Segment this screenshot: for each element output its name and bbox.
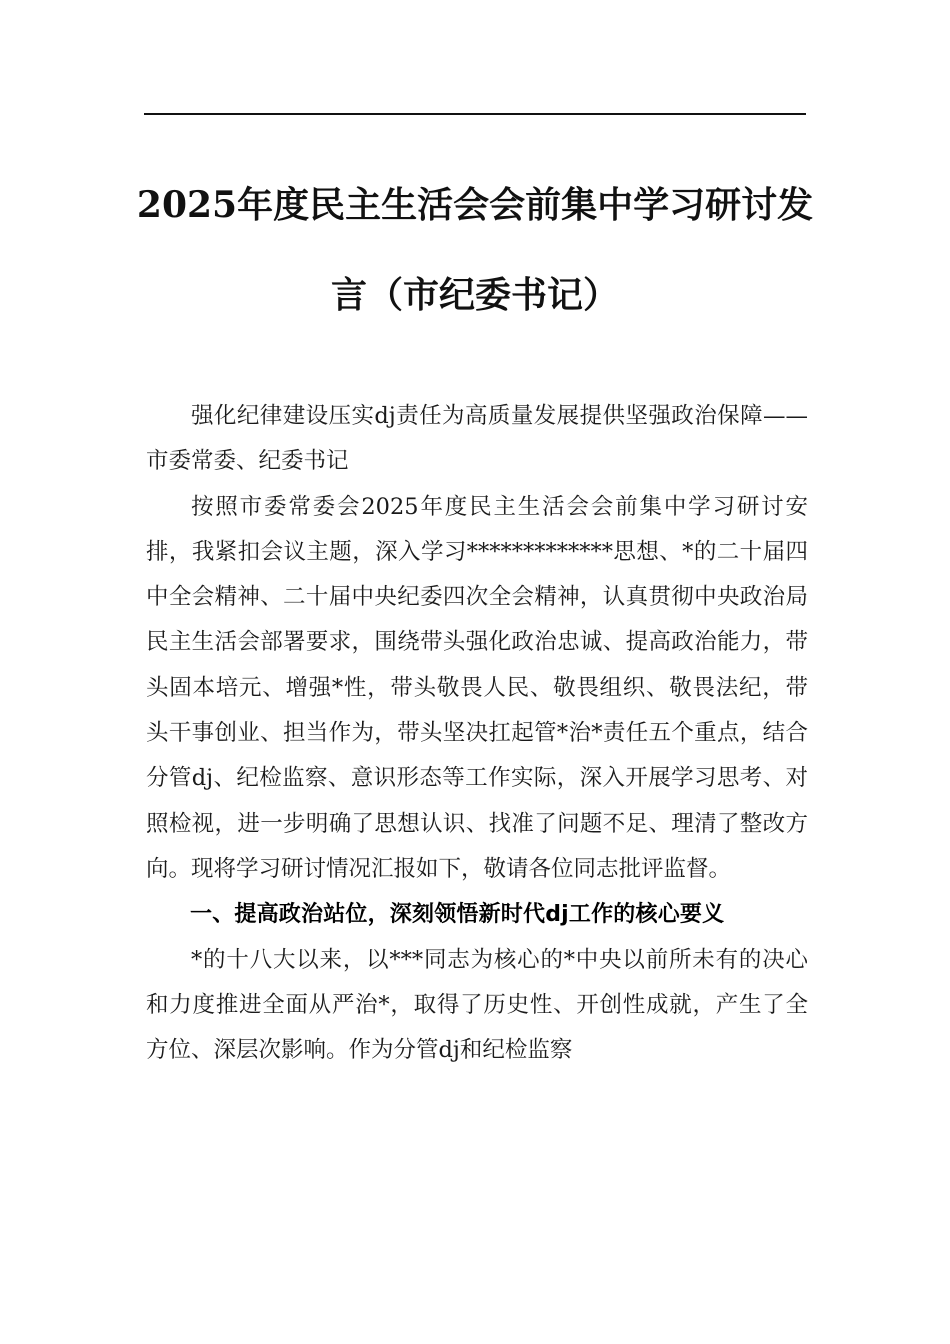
document-title: 2025年度民主生活会会前集中学习研讨发言（市纪委书记） bbox=[136, 184, 814, 316]
header-rule bbox=[144, 113, 806, 115]
subtitle-paragraph: 强化纪律建设压实dj责任为高质量发展提供坚强政治保障——市委常委、纪委书记 bbox=[146, 403, 808, 475]
intro-paragraph: 按照市委常委会2025年度民主生活会会前集中学习研讨安排，我紧扣会议主题，深入学习*************思想、*的二十届四中全会精神、二十届中央纪委四次全会精神，认真贯彻中央政治局民主生活会部署要求，围绕带头强化政治忠诚、提高政治能力，带头固本培元、增强*性，带头敬畏人民、敬畏组织、敬畏法纪，带头干事创业、担当作为，带头坚决扛起管*治*责任五个重点，结合分管dj、纪检监察、意识形态等工作实际，深入开展学习思考、对照检视，进一步明确了思想认识、找准了问题不足、理清了整改方向。现将学习研讨情况汇报如下，敬请各位同志批评监督。 bbox=[146, 493, 808, 882]
document-body bbox=[146, 394, 808, 1073]
section-heading-1: 一、提高政治站位，深刻领悟新时代dj工作的核心要义 bbox=[190, 902, 725, 928]
section-1-paragraph: *的十八大以来，以***同志为核心的*中央以前所未有的决心和力度推进全面从严治*，取得了历史性、开创性成就，产生了全方位、深层次影响。作为分管dj和纪检监察 bbox=[146, 946, 808, 1064]
